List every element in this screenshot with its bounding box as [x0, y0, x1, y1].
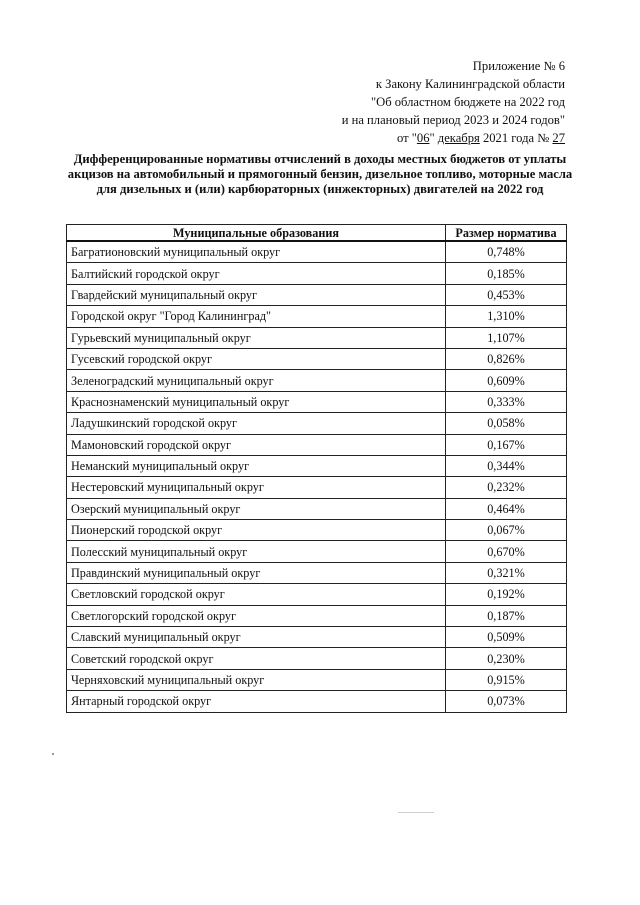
municipality-name: Гвардейский муниципальный округ [67, 284, 446, 305]
appendix-number: Приложение № 6 [472, 59, 565, 73]
norm-value: 0,067% [446, 520, 567, 541]
municipality-name: Правдинский муниципальный округ [67, 562, 446, 583]
table-row [67, 520, 567, 541]
document-title: Дифференцированные нормативы отчислений в доходы местных бюджетов от уплаты акцизов на автомобильный и прямогонный бензин, дизельное топливо, моторные масла для дизельных и (или) карбюраторных (инжекторных) двигателей на 2022 год [67, 152, 573, 196]
table-row [67, 648, 567, 669]
norm-value: 0,748% [446, 241, 567, 263]
norm-value: 0,670% [446, 541, 567, 562]
table-row [67, 477, 567, 498]
date-year: 2021 года № [479, 131, 553, 145]
norm-value: 1,310% [446, 306, 567, 327]
municipality-name: Славский муниципальный округ [67, 627, 446, 648]
norm-value: 0,915% [446, 669, 567, 690]
date-mid: " [429, 131, 438, 145]
table-row [67, 691, 567, 712]
municipality-name: Неманский муниципальный округ [67, 455, 446, 476]
scan-artifact [398, 812, 434, 813]
norm-value: 0,453% [446, 284, 567, 305]
municipality-name: Озерский муниципальный округ [67, 498, 446, 519]
header-norm-size: Размер норматива [446, 225, 567, 242]
table-row [67, 370, 567, 391]
norm-value: 0,464% [446, 498, 567, 519]
table-row [67, 348, 567, 369]
municipality-name: Черняховский муниципальный округ [67, 669, 446, 690]
law-number: 27 [552, 131, 565, 145]
appendix-header [342, 57, 565, 147]
table-row [67, 584, 567, 605]
municipality-name: Мамоновский городской округ [67, 434, 446, 455]
norms-table [66, 224, 567, 713]
table-row [67, 669, 567, 690]
municipality-name: Советский городской округ [67, 648, 446, 669]
table-row [67, 263, 567, 284]
norm-value: 0,073% [446, 691, 567, 712]
header-municipality: Муниципальные образования [67, 225, 446, 242]
municipality-name: Светлогорский городской округ [67, 605, 446, 626]
norm-value: 1,107% [446, 327, 567, 348]
table-row [67, 541, 567, 562]
norm-value: 0,185% [446, 263, 567, 284]
appendix-law-ref: к Закону Калининградской области [375, 77, 565, 91]
norm-value: 0,826% [446, 348, 567, 369]
municipality-name: Краснознаменский муниципальный округ [67, 391, 446, 412]
table-row [67, 627, 567, 648]
date-month: декабря [437, 131, 480, 145]
norm-value: 0,232% [446, 477, 567, 498]
appendix-date-line [342, 129, 565, 147]
date-prefix: от " [396, 131, 417, 145]
municipality-name: Пионерский городской округ [67, 520, 446, 541]
table-row [67, 391, 567, 412]
norm-value: 0,333% [446, 391, 567, 412]
norm-value: 0,344% [446, 455, 567, 476]
municipality-name: Янтарный городской округ [67, 691, 446, 712]
table-row [67, 434, 567, 455]
table-row [67, 562, 567, 583]
table-row [67, 455, 567, 476]
municipality-name: Гусевский городской округ [67, 348, 446, 369]
norm-value: 0,167% [446, 434, 567, 455]
municipality-name: Зеленоградский муниципальный округ [67, 370, 446, 391]
appendix-law-title-2: и на плановый период 2023 и 2024 годов" [341, 113, 565, 127]
municipality-name: Балтийский городской округ [67, 263, 446, 284]
date-day: 06 [416, 131, 430, 145]
municipality-name: Багратионовский муниципальный округ [67, 241, 446, 263]
norm-value: 0,058% [446, 413, 567, 434]
municipality-name: Городской округ "Город Калининград" [67, 306, 446, 327]
norm-value: 0,187% [446, 605, 567, 626]
table-row [67, 241, 567, 263]
appendix-law-title-1: "Об областном бюджете на 2022 год [370, 95, 565, 109]
norm-value: 0,509% [446, 627, 567, 648]
scan-artifact [52, 753, 54, 755]
table-row [67, 498, 567, 519]
norm-value: 0,192% [446, 584, 567, 605]
municipality-name: Светловский городской округ [67, 584, 446, 605]
table-header-row [67, 225, 567, 242]
table-row [67, 605, 567, 626]
table-body [67, 241, 567, 712]
norm-value: 0,321% [446, 562, 567, 583]
municipality-name: Ладушкинский городской округ [67, 413, 446, 434]
table-row [67, 413, 567, 434]
municipality-name: Нестеровский муниципальный округ [67, 477, 446, 498]
norm-value: 0,230% [446, 648, 567, 669]
municipality-name: Полесский муниципальный округ [67, 541, 446, 562]
table-row [67, 284, 567, 305]
table-row [67, 327, 567, 348]
norm-value: 0,609% [446, 370, 567, 391]
municipality-name: Гурьевский муниципальный округ [67, 327, 446, 348]
table-row [67, 306, 567, 327]
